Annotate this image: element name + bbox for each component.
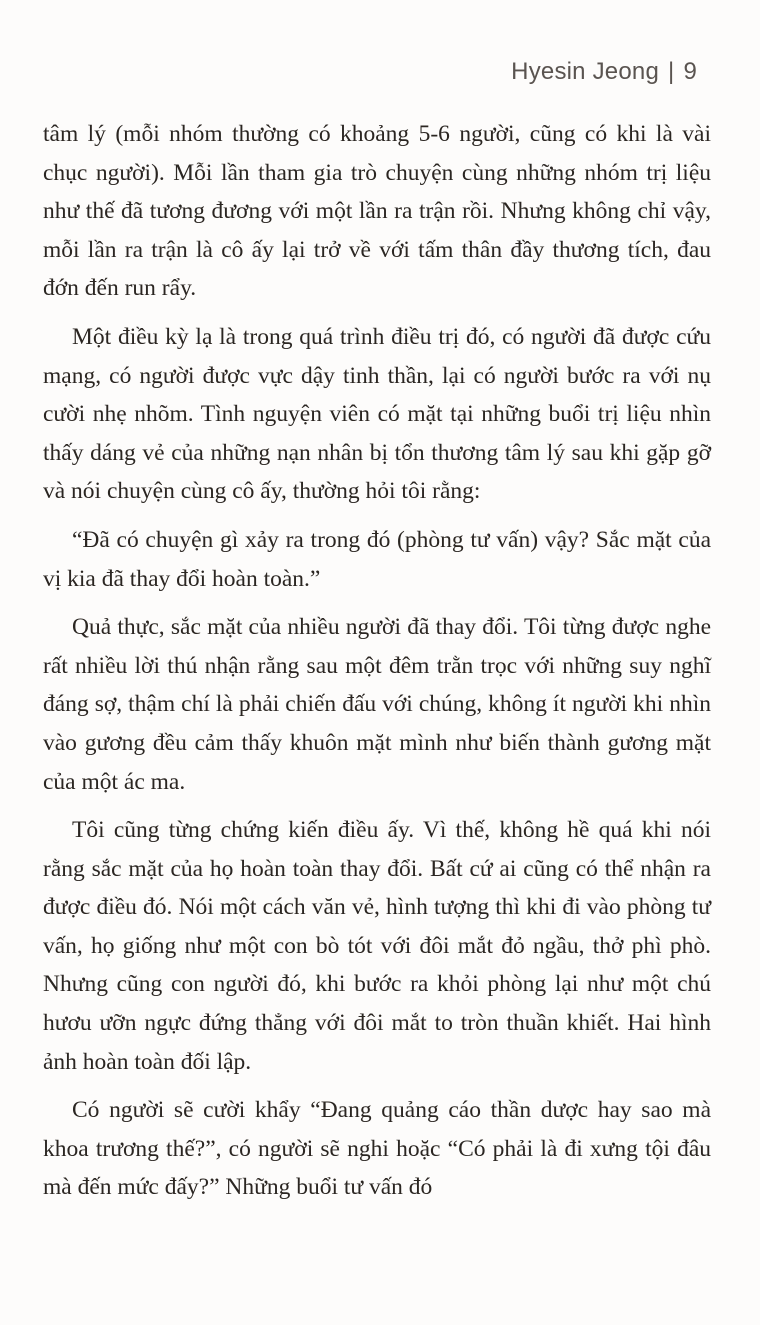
body-text: [43, 115, 711, 1217]
paragraph-2: Một điều kỳ lạ là trong quá trình điều trị đó, có người đã được cứu mạng, có người được vực dậy tinh thần, lại có người bước ra với nụ cười nhẹ nhõm. Tình nguyện viên có mặt tại những buổi trị liệu nhìn thấy dáng vẻ của những nạn nhân bị tổn thương tâm lý sau khi gặp gỡ và nói chuyện cùng cô ấy, thường hỏi tôi rằng:: [43, 323, 711, 505]
header-separator: |: [668, 58, 675, 85]
paragraph-4: Quả thực, sắc mặt của nhiều người đã thay đổi. Tôi từng được nghe rất nhiều lời thú nhận rằng sau một đêm trằn trọc với những suy nghĩ đáng sợ, thậm chí là phải chiến đấu với chúng, không ít người khi nhìn vào gương đều cảm thấy khuôn mặt mình như biến thành gương mặt của một ác ma.: [43, 614, 711, 795]
paragraph-3-quote: “Đã có chuyện gì xảy ra trong đó (phòng tư vấn) vậy? Sắc mặt của vị kia đã thay đổi hoàn toàn.”: [43, 526, 711, 592]
running-header: [511, 58, 697, 86]
author-name: Hyesin Jeong: [511, 58, 659, 85]
page-number: 9: [683, 58, 697, 85]
paragraph-5: Tôi cũng từng chứng kiến điều ấy. Vì thế, không hề quá khi nói rằng sắc mặt của họ hoàn toàn thay đổi. Bất cứ ai cũng có thể nhận ra được điều đó. Nói một cách văn vẻ, hình tượng thì khi đi vào phòng tư vấn, họ giống như một con bò tót với đôi mắt đỏ ngầu, thở phì phò. Nhưng cũng con người đó, khi bước ra khỏi phòng lại như một chú hươu ưỡn ngực đứng thẳng với đôi mắt to tròn thuần khiết. Hai hình ảnh hoàn toàn đối lập.: [43, 817, 711, 1075]
paragraph-6: Có người sẽ cười khẩy “Đang quảng cáo thần dược hay sao mà khoa trương thế?”, có người sẽ nghi hoặc “Có phải là đi xưng tội đâu mà đến mức đấy?” Những buổi tư vấn đó: [43, 1097, 711, 1201]
paragraph-1: tâm lý (mỗi nhóm thường có khoảng 5-6 người, cũng có khi là vài chục người). Mỗi lần tham gia trò chuyện cùng những nhóm trị liệu như thế đã tương đương với một lần ra trận rồi. Nhưng không chỉ vậy, mỗi lần ra trận là cô ấy lại trở về với tấm thân đầy thương tích, đau đớn đến run rẩy.: [43, 121, 711, 302]
